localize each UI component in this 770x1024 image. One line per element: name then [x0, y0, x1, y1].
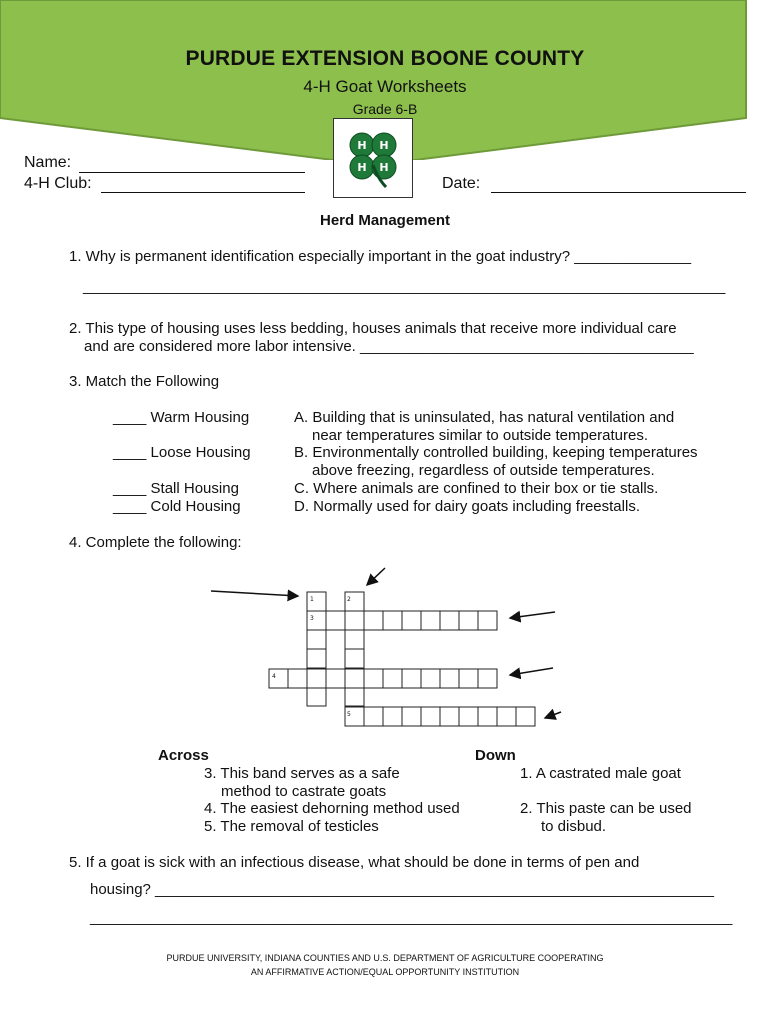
- date-label: Date:: [442, 175, 481, 192]
- match-term: ____ Cold Housing: [113, 498, 241, 515]
- match-term: ____ Warm Housing: [113, 409, 250, 426]
- crossword-cell[interactable]: [345, 611, 364, 630]
- down-clue: 1. A castrated male goat: [520, 765, 681, 782]
- crossword-cell[interactable]: [307, 669, 326, 688]
- page-title: PURDUE EXTENSION BOONE COUNTY: [185, 47, 585, 70]
- across-clue: 4. The easiest dehorning method used: [204, 800, 460, 817]
- crossword-cell[interactable]: [478, 707, 497, 726]
- crossword-cell[interactable]: [421, 707, 440, 726]
- match-term: ____ Loose Housing: [113, 444, 251, 461]
- name-label: Name:: [24, 154, 72, 171]
- crossword-cell[interactable]: [288, 669, 307, 688]
- footer-line-1: PURDUE UNIVERSITY, INDIANA COUNTIES AND U.S. DEPARTMENT OF AGRICULTURE COOPERATING: [166, 953, 604, 963]
- crossword-cell[interactable]: [440, 611, 459, 630]
- question-5-line-1: 5. If a goat is sick with an infectious disease, what should be done in terms of pen and: [69, 854, 640, 871]
- down-clue: to disbud.: [541, 818, 607, 835]
- crossword-cell[interactable]: [383, 707, 402, 726]
- match-definition: D. Normally used for dairy goats including freestalls.: [294, 498, 640, 515]
- arrow-pointer: [211, 591, 298, 596]
- svg-text:H: H: [357, 161, 367, 174]
- across-title: Across: [158, 747, 209, 764]
- crossword-cell[interactable]: [364, 707, 383, 726]
- crossword-cell[interactable]: [421, 669, 440, 688]
- crossword-cell[interactable]: [345, 630, 364, 649]
- question-1-answer-line[interactable]: _____________________________________________________________________________: [83, 278, 726, 295]
- crossword-cell[interactable]: [383, 611, 402, 630]
- crossword-cell[interactable]: [478, 611, 497, 630]
- question-1: 1. Why is permanent identification especially important in the goat industry? ______________: [69, 248, 692, 265]
- crossword-number: 1: [310, 596, 314, 603]
- crossword-cell[interactable]: [364, 669, 383, 688]
- svg-text:H: H: [379, 139, 389, 152]
- arrow-pointer: [367, 568, 385, 585]
- grade-label: Grade 6-B: [352, 101, 418, 117]
- across-clue: method to castrate goats: [221, 783, 387, 800]
- page-subtitle: 4-H Goat Worksheets: [303, 77, 467, 96]
- crossword-cell[interactable]: [345, 687, 364, 706]
- down-clue: 2. This paste can be used: [520, 800, 692, 817]
- question-4: 4. Complete the following:: [69, 534, 242, 551]
- crossword-cell[interactable]: [345, 669, 364, 688]
- across-clue: 3. This band serves as a safe: [204, 765, 400, 782]
- crossword-number: 3: [310, 615, 314, 622]
- crossword-cell[interactable]: [326, 611, 345, 630]
- match-definition: C. Where animals are confined to their box or tie stalls.: [294, 480, 659, 497]
- crossword-number: 4: [272, 673, 276, 680]
- crossword-cell[interactable]: [402, 707, 421, 726]
- question-2-line-2: and are considered more labor intensive. ________________________________________: [84, 338, 694, 355]
- match-definition: above freezing, regardless of outside temperatures.: [312, 462, 655, 479]
- crossword-cell[interactable]: [364, 611, 383, 630]
- crossword-cell[interactable]: [459, 669, 478, 688]
- crossword-cell[interactable]: [516, 707, 535, 726]
- crossword-number: 2: [347, 596, 351, 603]
- crossword-number: 5: [347, 711, 351, 718]
- across-clue: 5. The removal of testicles: [204, 818, 379, 835]
- svg-text:H: H: [379, 161, 389, 174]
- crossword-cell[interactable]: [383, 669, 402, 688]
- crossword-cell[interactable]: [497, 707, 516, 726]
- crossword-cell[interactable]: [459, 707, 478, 726]
- section-title: Herd Management: [319, 212, 451, 229]
- crossword-cell[interactable]: [440, 669, 459, 688]
- crossword-cell[interactable]: [402, 669, 421, 688]
- club-label: 4-H Club:: [24, 175, 92, 192]
- crossword-cell[interactable]: [421, 611, 440, 630]
- footer-line-2: AN AFFIRMATIVE ACTION/EQUAL OPPORTUNITY INSTITUTION: [250, 967, 520, 977]
- arrow-pointer: [510, 668, 553, 675]
- question-2-line-1: 2. This type of housing uses less bedding, houses animals that receive more individual care: [69, 320, 677, 337]
- crossword-cell[interactable]: [307, 687, 326, 706]
- crossword-cell[interactable]: [402, 611, 421, 630]
- crossword-cell[interactable]: [478, 669, 497, 688]
- crossword-cell[interactable]: [440, 707, 459, 726]
- crossword-cell[interactable]: [307, 630, 326, 649]
- question-5-line-2[interactable]: housing? ___________________________________________________________________: [90, 881, 714, 898]
- crossword-cell[interactable]: [307, 649, 326, 668]
- crossword-cell[interactable]: [326, 669, 345, 688]
- question-3: 3. Match the Following: [69, 373, 220, 390]
- crossword-cell[interactable]: [459, 611, 478, 630]
- match-definition: A. Building that is uninsulated, has natural ventilation and: [294, 409, 675, 426]
- crossword-cell[interactable]: [345, 649, 364, 668]
- match-term: ____ Stall Housing: [113, 480, 239, 497]
- down-title: Down: [475, 747, 516, 764]
- arrow-pointer: [545, 712, 561, 718]
- svg-text:H: H: [357, 139, 367, 152]
- match-definition: B. Environmentally controlled building, keeping temperatures: [294, 444, 698, 461]
- question-5-line-3[interactable]: _____________________________________________________________________________: [90, 909, 733, 926]
- match-definition: near temperatures similar to outside temperatures.: [312, 427, 648, 444]
- arrow-pointer: [510, 612, 555, 618]
